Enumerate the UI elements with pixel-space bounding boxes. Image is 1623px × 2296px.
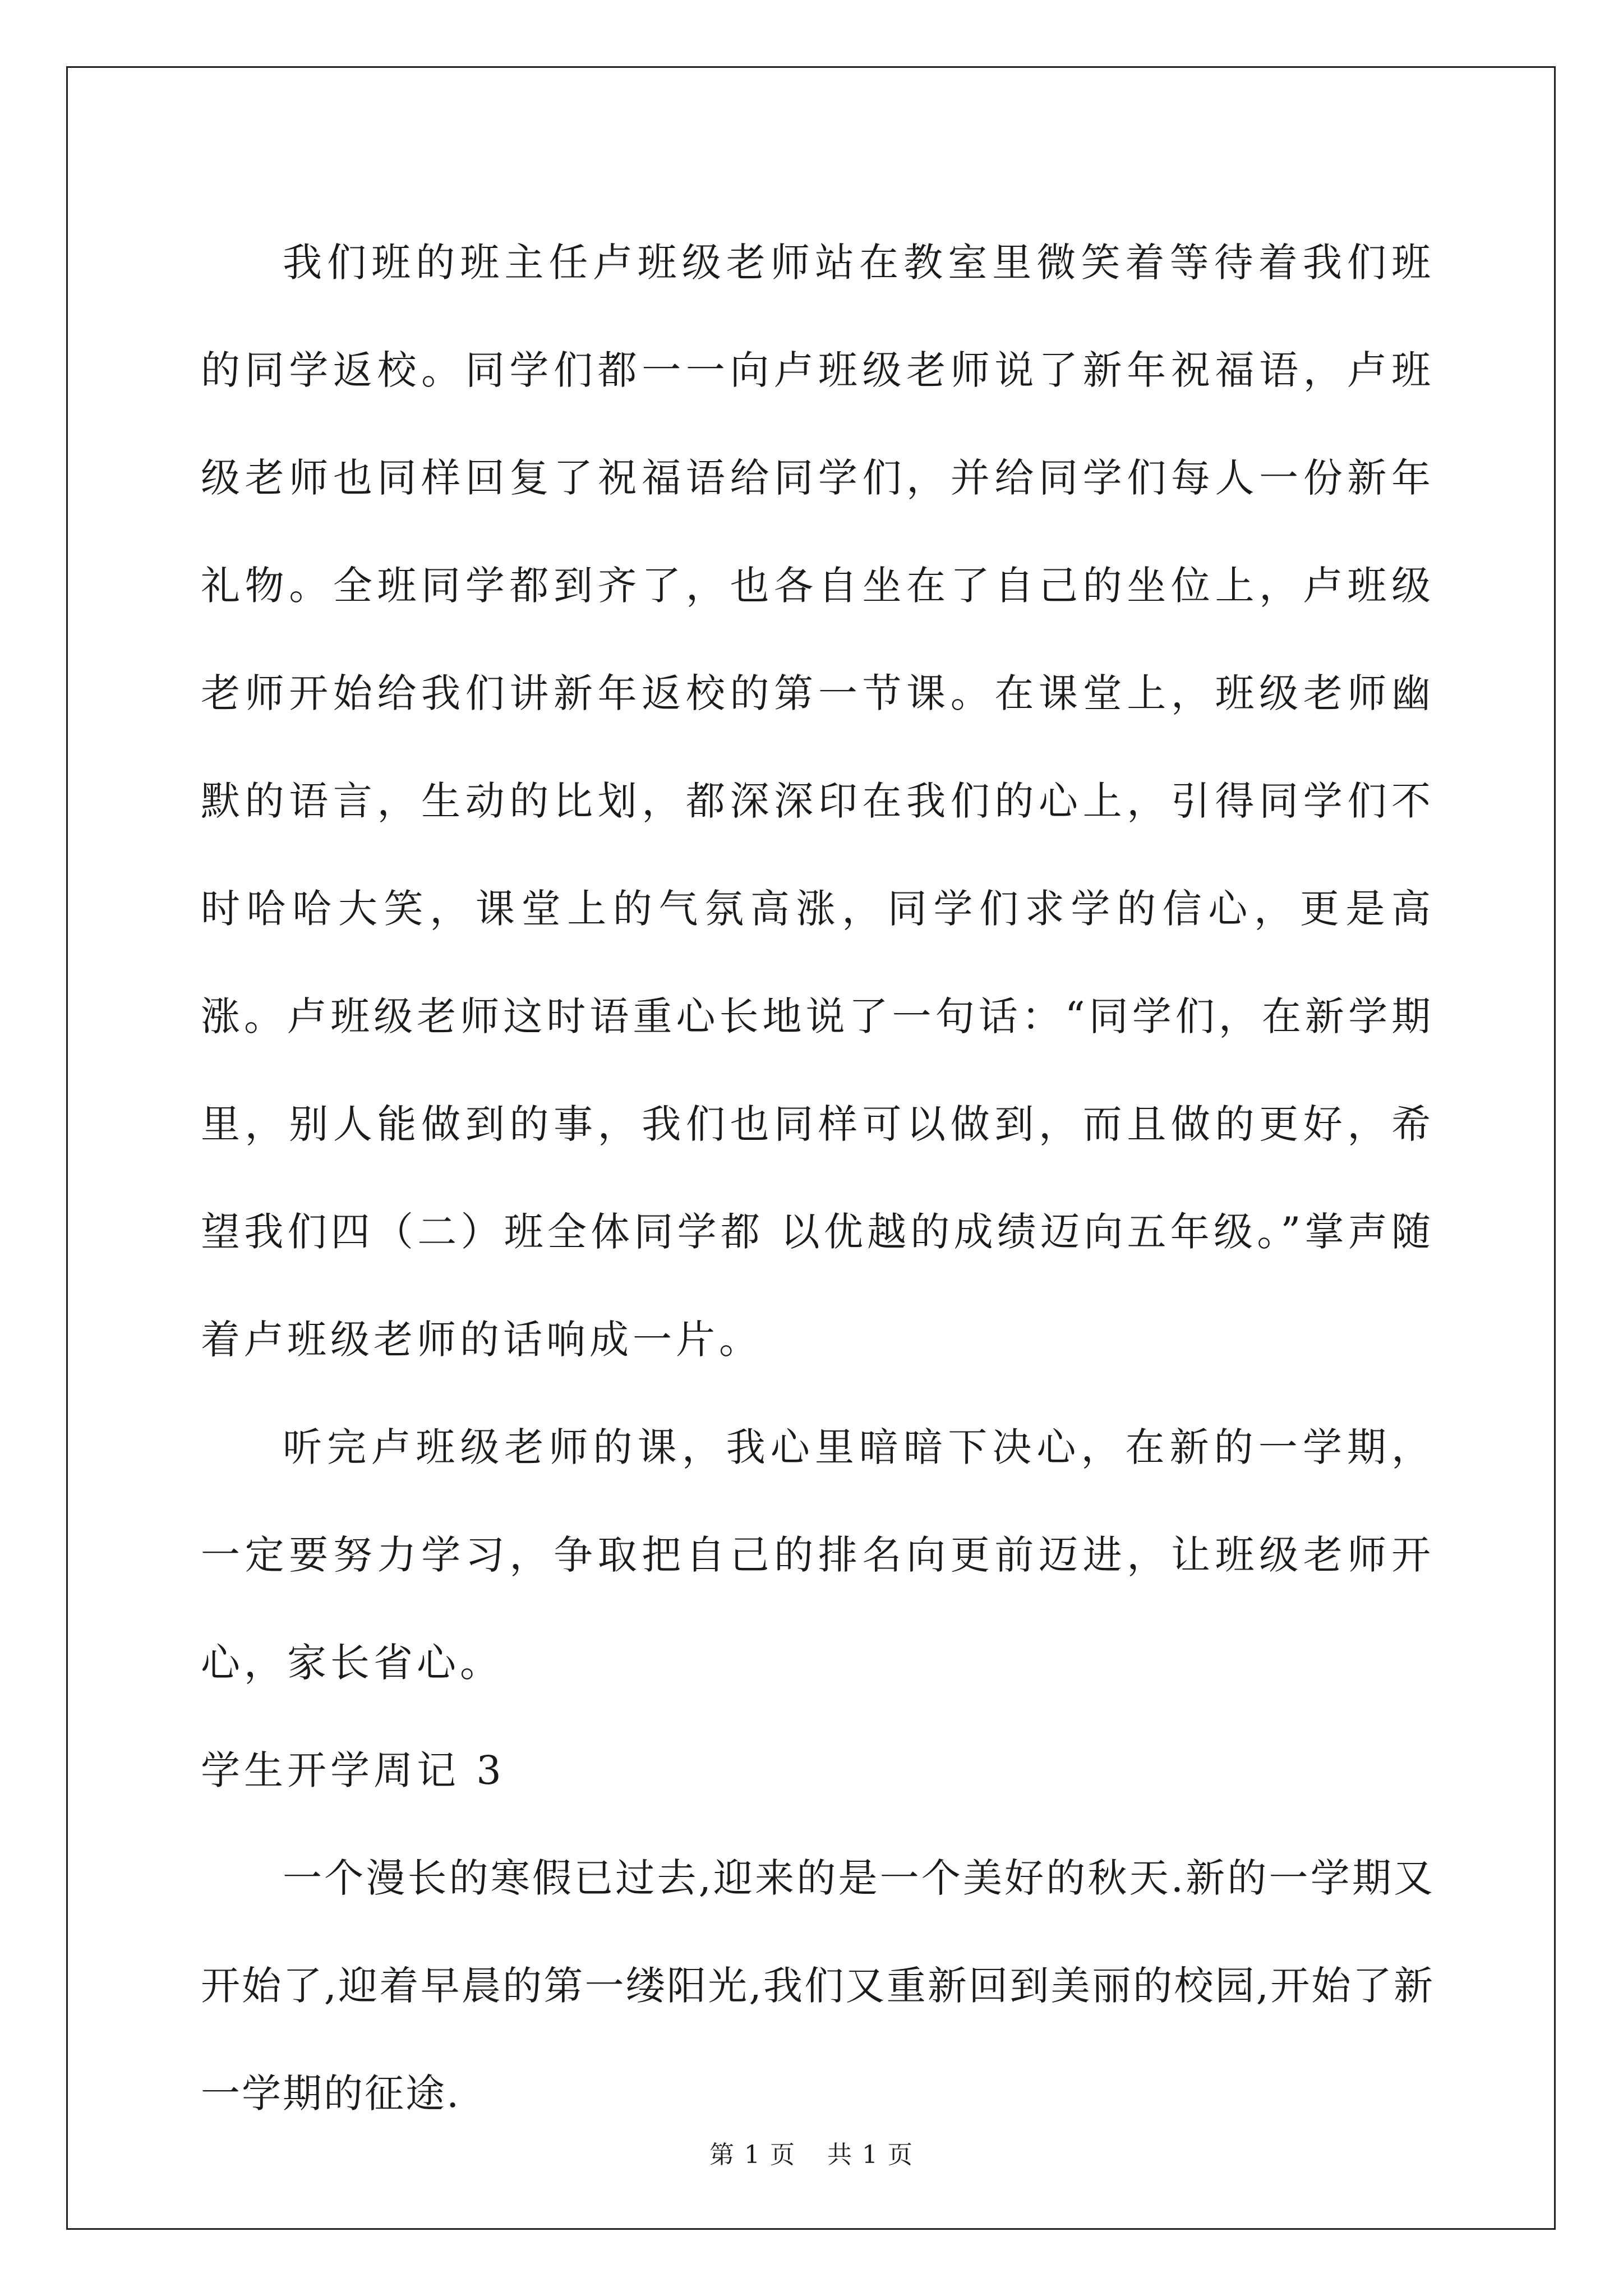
paragraph-1: 我们班的班主任卢班级老师站在教室里微笑着等待着我们班的同学返校。同学们都一一向卢班级老师说了新年祝福语，卢班级老师也同样回复了祝福语给同学们，并给同学们每人一份新年礼物。全班同学都到齐了，也各自坐在了自己的坐位上，卢班级老师开始给我们讲新年返校的第一节课。在课堂上，班级老师幽默的语言，生动的比划，都深深印在我们的心上，引得同学们不时哈哈大笑，课堂上的气氛高涨，同学们求学的信心，更是高涨。卢班级老师这时语重心长地说了一句话：“同学们，在新学期里，别人能做到的事，我们也同样可以做到，而且做的更好，希望我们四（二）班全体同学都 以优越的成绩迈向五年级。”掌声随着卢班级老师的话响成一片。 <box>201 240 1435 1363</box>
page-footer <box>0 2134 1623 2170</box>
paragraph-3: 一个漫长的寒假已过去,迎来的是一个美好的秋天.新的一学期又开始了,迎着早晨的第一缕阳光,我们又重新回到美丽的校园,开始了新一学期的征途. <box>201 1855 1435 2116</box>
section-heading: 学生开学周记 3 <box>201 1747 505 1793</box>
page-number-current: 第 1 页 <box>709 2141 796 2169</box>
page-number-total: 共 1 页 <box>827 2141 914 2169</box>
document-body <box>201 209 1435 2147</box>
paragraph-2: 听完卢班级老师的课，我心里暗暗下决心，在新的一学期，一定要努力学习，争取把自己的排名向更前迈进，让班级老师开心，家长省心。 <box>201 1424 1435 1686</box>
